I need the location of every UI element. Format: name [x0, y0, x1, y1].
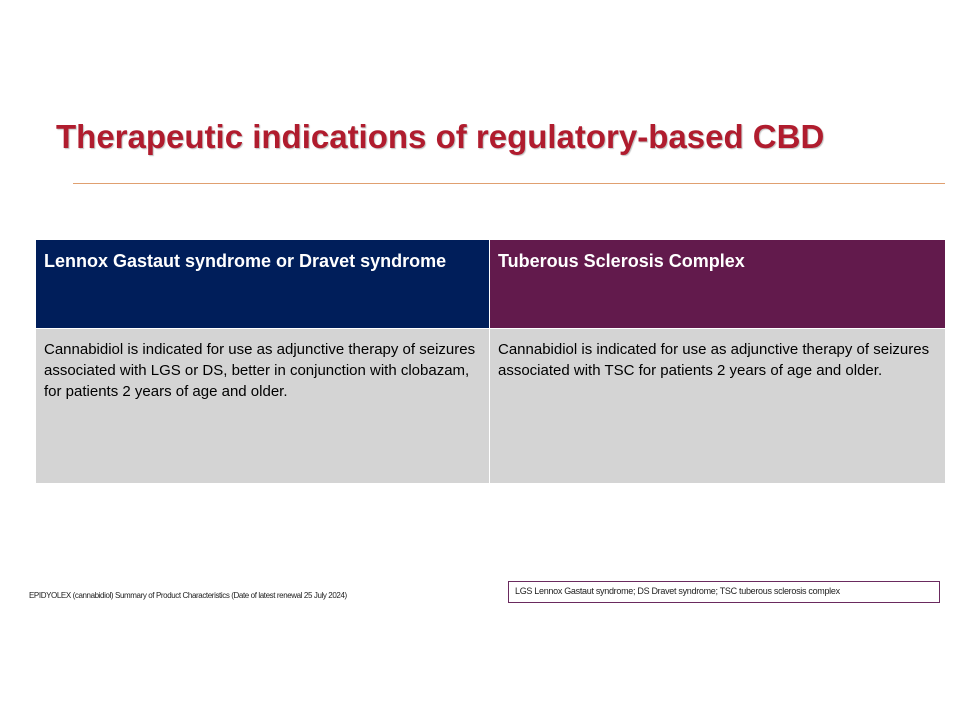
table-cell-lgs-ds-indication: Cannabidiol is indicated for use as adjunctive therapy of seizures associated with LGS or DS, better in conjunction with clobazam, for patients 2 years of age and older.	[36, 328, 490, 483]
table-cell-tsc-indication: Cannabidiol is indicated for use as adjunctive therapy of seizures associated with TSC for patients 2 years of age and older.	[490, 328, 945, 483]
indications-table	[36, 240, 945, 483]
source-footnote: EPIDYOLEX (cannabidiol) Summary of Product Characteristics (Date of latest renewal 25 July 2024)	[29, 591, 347, 600]
abbreviations-box: LGS Lennox Gastaut syndrome; DS Dravet syndrome; TSC tuberous sclerosis complex	[508, 581, 940, 603]
table-header-lgs-ds: Lennox Gastaut syndrome or Dravet syndrome	[36, 240, 490, 328]
table-header-tsc: Tuberous Sclerosis Complex	[490, 240, 945, 328]
title-divider	[73, 183, 945, 184]
page-title: Therapeutic indications of regulatory-based CBD	[56, 118, 825, 155]
